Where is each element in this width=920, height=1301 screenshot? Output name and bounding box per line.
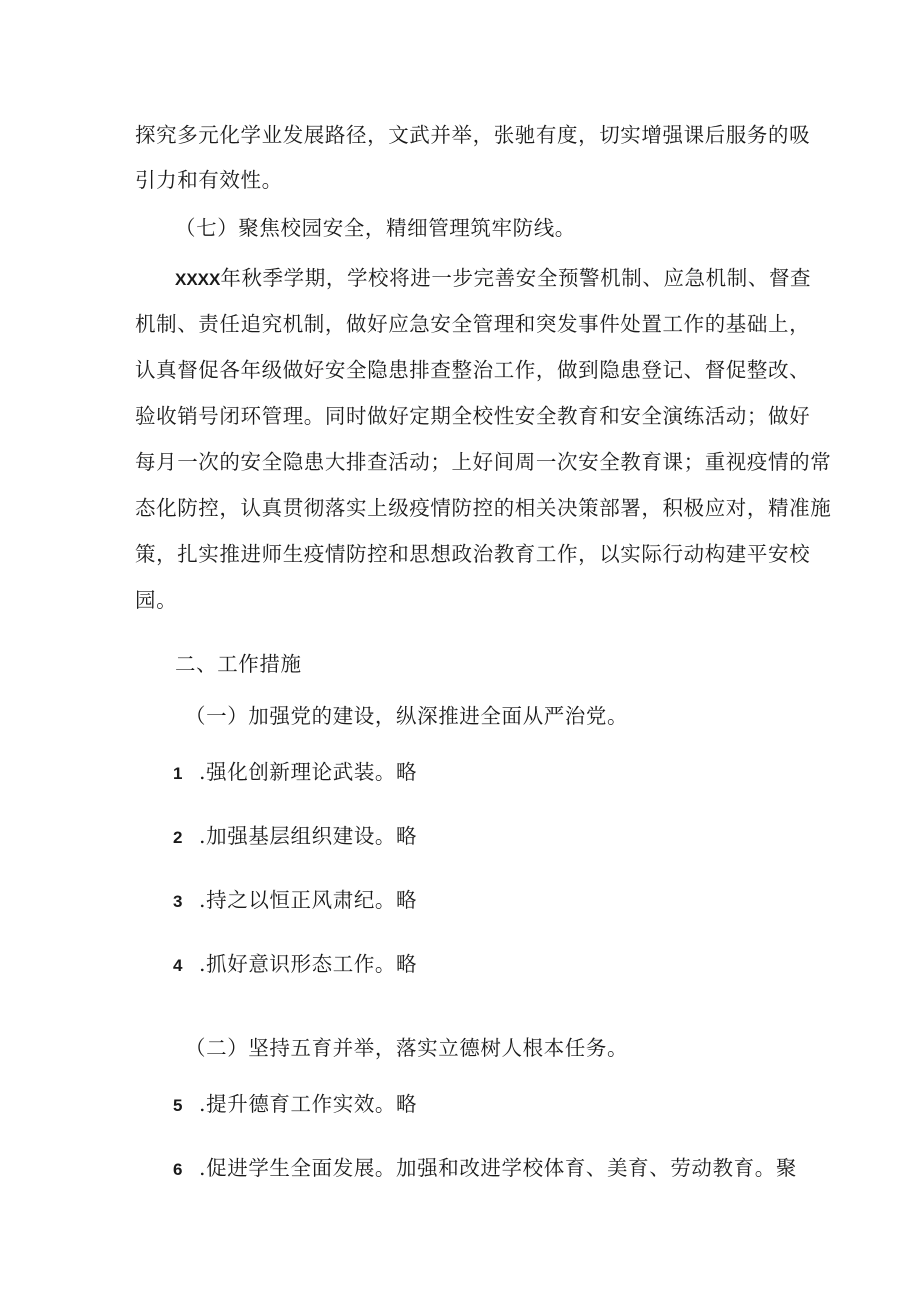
paragraph-line: 策，扎实推进师生疫情防控和思想政治教育工作，以实际行动构建平安校 bbox=[135, 542, 811, 566]
paragraph-line: 每月一次的安全隐患大排查活动；上好间周一次安全教育课；重视疫情的常 bbox=[135, 450, 832, 474]
item-number: 6 bbox=[173, 1160, 184, 1179]
paragraph-line: 机制、责任追究机制，做好应急安全管理和突发事件处置工作的基础上， bbox=[135, 312, 811, 336]
paragraph-line: 园。 bbox=[135, 588, 178, 612]
list-item: 5 .提升德育工作实效。略 bbox=[173, 1090, 417, 1120]
paragraph-line: 认真督促各年级做好安全隐患排查整治工作，做到隐患登记、督促整改、 bbox=[135, 358, 811, 382]
paragraph-line: 引力和有效性。 bbox=[135, 168, 283, 192]
item-number: 4 bbox=[173, 956, 184, 975]
paragraph-line: 态化防控，认真贯彻落实上级疫情防控的相关决策部署，积极应对，精准施 bbox=[135, 496, 832, 520]
item-number: 3 bbox=[173, 892, 184, 911]
subsection-heading: （一）加强党的建设，纵深推进全面从严治党。 bbox=[185, 704, 629, 728]
list-item: 1 .强化创新理论武装。略 bbox=[173, 758, 417, 788]
item-number: 2 bbox=[173, 828, 184, 847]
section-heading: （七）聚焦校园安全，精细管理筑牢防线。 bbox=[175, 216, 576, 240]
list-item: 2 .加强基层组织建设。略 bbox=[173, 822, 417, 852]
paragraph-line-first: XXXX年秋季学期，学校将进一步完善安全预警机制、应急机制、督查 bbox=[175, 266, 812, 290]
year-placeholder: XXXX bbox=[175, 270, 221, 289]
list-item: 4 .抓好意识形态工作。略 bbox=[173, 950, 417, 980]
item-number: 1 bbox=[173, 764, 184, 783]
item-number: 5 bbox=[173, 1096, 184, 1115]
paragraph-line: 探究多元化学业发展路径，文武并举，张驰有度，切实增强课后服务的吸 bbox=[135, 123, 811, 147]
list-item: 3 .持之以恒正风肃纪。略 bbox=[173, 886, 417, 916]
subsection-heading: （二）坚持五育并举，落实立德树人根本任务。 bbox=[185, 1036, 629, 1060]
list-item: 6 .促进学生全面发展。加强和改进学校体育、美育、劳动教育。聚 bbox=[173, 1154, 797, 1184]
paragraph-line: 验收销号闭环管理。同时做好定期全校性安全教育和安全演练活动；做好 bbox=[135, 404, 811, 428]
section-title: 二、工作措施 bbox=[175, 652, 302, 676]
